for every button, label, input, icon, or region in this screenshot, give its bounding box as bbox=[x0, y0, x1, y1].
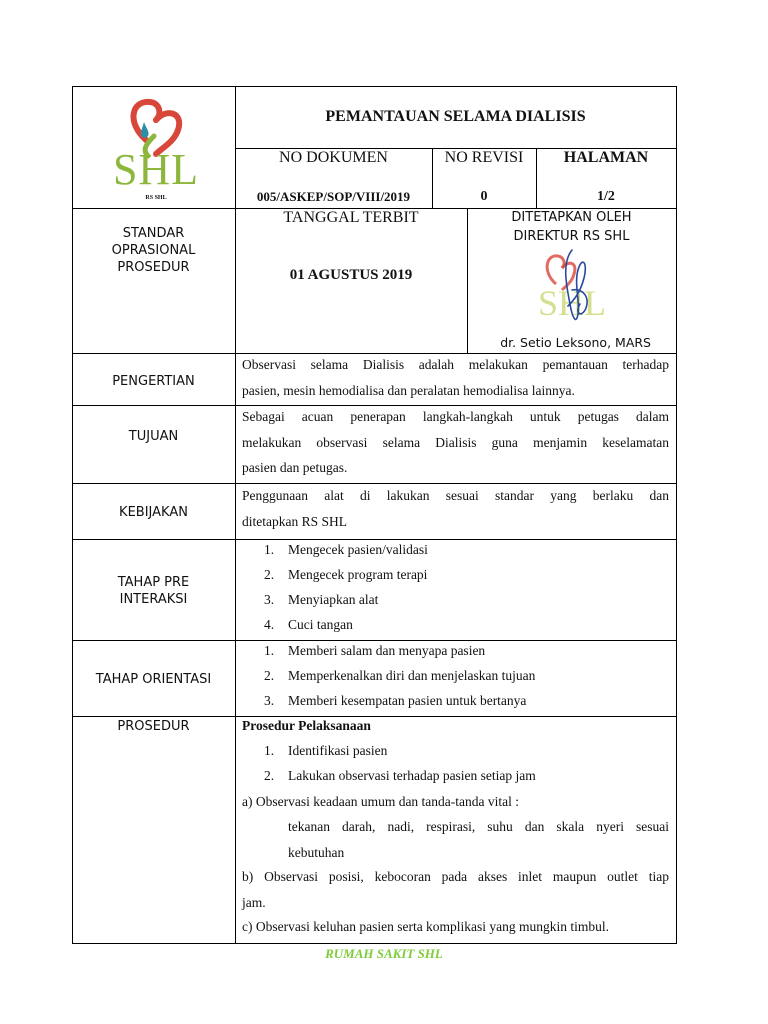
list-item bbox=[242, 587, 428, 612]
pre-interaksi-label-line-2: INTERAKSI bbox=[119, 592, 188, 607]
list-item bbox=[242, 763, 536, 788]
pengertian-line-2: pasien, mesin hemodialisa dan peralatan hemodialisa lainnya. bbox=[242, 382, 575, 398]
list-item bbox=[242, 562, 428, 587]
sop-label-line-1: STANDAR bbox=[122, 226, 185, 241]
no-dokumen-value: 005/ASKEP/SOP/VIII/2019 bbox=[256, 189, 411, 204]
tanggal-terbit-value: 01 AGUSTUS 2019 bbox=[289, 267, 413, 283]
tujuan-line-2: melakukan observasi selama Dialisis guna menjamin keselamatan bbox=[242, 434, 669, 450]
halaman-value: 1/2 bbox=[597, 189, 615, 204]
sop-label-line-3: PROSEDUR bbox=[117, 260, 190, 275]
pre-interaksi-list bbox=[242, 537, 428, 637]
halaman-label: HALAMAN bbox=[563, 149, 649, 166]
list-text: Menyiapkan alat bbox=[288, 592, 379, 607]
list-item bbox=[242, 663, 535, 688]
kebijakan-content bbox=[242, 483, 669, 534]
prosedur-label: PROSEDUR bbox=[117, 719, 190, 734]
sop-label bbox=[73, 225, 234, 276]
list-text: Mengecek program terapi bbox=[288, 567, 428, 582]
pengertian-line-1: Observasi selama Dialisis adalah melakukan pemantauan terhadap bbox=[242, 357, 669, 372]
tanggal-terbit-label: TANGGAL TERBIT bbox=[283, 209, 419, 226]
no-dokumen-label: NO DOKUMEN bbox=[279, 149, 388, 166]
no-revisi-label: NO REVISI bbox=[444, 149, 524, 166]
hospital-logo bbox=[96, 92, 216, 204]
list-number: 3. bbox=[264, 592, 275, 607]
pengertian-label: PENGERTIAN bbox=[112, 374, 195, 389]
pre-interaksi-label bbox=[73, 574, 234, 608]
kebijakan-label: KEBIJAKAN bbox=[119, 505, 188, 520]
step-b-line-1: b) Observasi posisi, kebocoran pada akses inlet maupun outlet tiap bbox=[242, 869, 669, 884]
footer-text: RUMAH SAKIT SHL bbox=[325, 946, 443, 961]
pre-interaksi-label-line-1: TAHAP PRE bbox=[117, 575, 190, 590]
ditetapkan-oleh bbox=[467, 208, 676, 246]
tujuan-line-3: pasien dan petugas. bbox=[242, 460, 348, 475]
list-number: 2. bbox=[264, 768, 275, 783]
logo-text: SHL bbox=[112, 145, 200, 194]
document-title: PEMANTAUAN SELAMA DIALISIS bbox=[325, 108, 586, 125]
prosedur-step-a: a) Observasi keadaan umum dan tanda-tanda vital : bbox=[242, 794, 520, 809]
orientasi-label: TAHAP ORIENTASI bbox=[95, 672, 212, 687]
list-text: Identifikasi pasien bbox=[288, 743, 388, 758]
list-number: 1. bbox=[264, 743, 275, 758]
no-revisi-value: 0 bbox=[480, 189, 488, 204]
prosedur-heading: Prosedur Pelaksanaan bbox=[242, 718, 371, 733]
logo-subtext: RS SHL bbox=[145, 195, 167, 201]
prosedur-step-b bbox=[242, 864, 669, 915]
list-number: 3. bbox=[264, 693, 275, 708]
sop-label-line-2: OPRASIONAL bbox=[111, 243, 196, 258]
kebijakan-line-1: Penggunaan alat di lakukan sesuai standar yang berlaku dan bbox=[242, 488, 669, 503]
kebijakan-line-2: ditetapkan RS SHL bbox=[242, 513, 347, 529]
step-a-detail-line-2: kebutuhan bbox=[288, 844, 345, 860]
list-text: Memperkenalkan diri dan menjelaskan tujuan bbox=[288, 668, 536, 683]
tujuan-line-1: Sebagai acuan penerapan langkah-langkah untuk petugas dalam bbox=[242, 409, 669, 424]
list-text: Mengecek pasien/validasi bbox=[288, 542, 428, 557]
hospital-stamp bbox=[532, 244, 612, 332]
stamp-text: SHL bbox=[537, 283, 606, 323]
step-a-detail-line-1: tekanan darah, nadi, respirasi, suhu dan skala nyeri sesuai bbox=[288, 819, 669, 834]
list-text: Memberi kesempatan pasien untuk bertanya bbox=[288, 693, 527, 708]
signature-icon bbox=[532, 244, 612, 332]
list-text: Lakukan observasi terhadap pasien setiap jam bbox=[288, 768, 536, 783]
list-item bbox=[242, 638, 535, 663]
list-number: 2. bbox=[264, 668, 275, 683]
list-item bbox=[242, 738, 536, 763]
signatory-name: dr. Setio Leksono, MARS bbox=[500, 335, 651, 350]
prosedur-step-a-detail bbox=[288, 814, 669, 865]
list-item bbox=[242, 537, 428, 562]
tujuan-label: TUJUAN bbox=[128, 429, 179, 444]
orientasi-list bbox=[242, 638, 535, 713]
list-number: 4. bbox=[264, 617, 275, 632]
ditetapkan-line-2: DIREKTUR RS SHL bbox=[513, 229, 630, 244]
list-number: 1. bbox=[264, 643, 275, 658]
list-text: Memberi salam dan menyapa pasien bbox=[288, 643, 486, 658]
pengertian-content bbox=[242, 352, 669, 403]
list-number: 1. bbox=[264, 542, 275, 557]
prosedur-step-c: c) Observasi keluhan pasien serta komplikasi yang mungkin timbul. bbox=[242, 919, 610, 934]
tujuan-content bbox=[242, 404, 669, 481]
step-b-line-2: jam. bbox=[242, 894, 266, 910]
list-number: 2. bbox=[264, 567, 275, 582]
prosedur-list bbox=[242, 738, 536, 788]
list-item bbox=[242, 612, 428, 637]
list-item bbox=[242, 688, 535, 713]
ditetapkan-line-1: DITETAPKAN OLEH bbox=[511, 210, 632, 225]
list-text: Cuci tangan bbox=[288, 617, 353, 632]
